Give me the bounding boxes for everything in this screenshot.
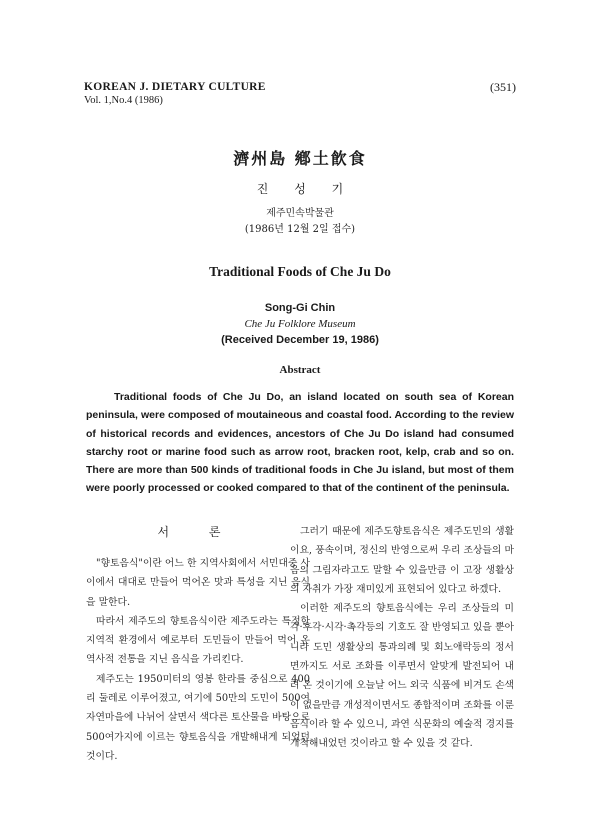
korean-author: 진 성 기 [256, 182, 344, 196]
english-author: Song-Gi Chin [264, 302, 336, 314]
abstract-heading: Abstract [279, 364, 321, 376]
body-column-left [86, 522, 310, 766]
english-affiliation: Che Ju Folklore Museum [244, 318, 356, 330]
english-received-date: (Received December 19, 1986) [221, 334, 379, 346]
journal-name: KOREAN J. DIETARY CULTURE [84, 81, 266, 93]
body-paragraph: 이러한 제주도의 향토음식에는 우리 조상들의 미각·후각·시각·촉각등의 기호도 잘 반영되고 있을 뿐아니라 도민 생활상의 통과의례 및 회노애락등의 정서면까지도 서로 조화를 이루면서 알맞게 발전되어 내려 온 것이기에 오늘날 어느 외국 식품에 비겨도 손색이 없을만큼 개성적이면서도 종합적이며 조화를 이룬 음식이라 할 수 있으니, 과연 식문화의 예술적 경지를 개척해내었던 것이라고 할 수 있을 것 같다. [290, 603, 514, 750]
korean-title: 濟州島 鄕土飮食 [233, 149, 367, 168]
body-paragraph: 제주도는 1950미터의 영봉 한라를 중심으로 400리 둘레로 이루어졌고, 여기에 50만의 도민이 500여 자연마을에 나뉘어 살면서 색다른 토산물을 바탕으로 500여가지에 이르는 향토음식을 개발해내게 되었던 것이다. [86, 673, 310, 762]
body-paragraph: 그러기 때문에 제주도향토음식은 제주도민의 생활이요, 풍속이며, 정신의 반영으로써 우리 조상들의 마음의 그림자라고도 말할 수 있을만큼 이 고장 생활상의 자취가 가장 재미있게 표현되어 있다고 하겠다. [290, 526, 514, 595]
body-paragraph: 따라서 제주도의 향토음식이란 제주도라는 특정한 지역적 환경에서 예로부터 도민들이 만들어 먹어 온 역사적 전통을 지닌 음식을 가리킨다. [86, 615, 310, 666]
abstract-text: Traditional foods of Che Ju Do, an island located on south sea of Korean peninsula, were composed of moutaineous and coastal food. According to the review of historical records and evidences, ancestors of Che Ju Do island had consumed starchy root or marine food such as arrow root, bracken root, kelp, crab and so on. There are more than 500 kinds of traditional foods in Che Ju island, but most of them were poorly processed or cooked compared to that of the continent of the peninsula. [86, 391, 514, 495]
korean-affiliation: 제주민속박물관 [266, 208, 334, 219]
section-heading: 서 론 [157, 525, 239, 539]
body-paragraph: "향토음식"이란 어느 한 지역사회에서 서민대중 사이에서 대대로 만들어 먹어온 맛과 특성을 지닌 음식을 말한다. [86, 558, 310, 608]
korean-received-date: (1986년 12월 2일 접수) [244, 224, 356, 235]
english-title: Traditional Foods of Che Ju Do [209, 264, 391, 279]
page-number: (351) [490, 80, 516, 94]
body-column-right [290, 522, 514, 754]
journal-volume: Vol. 1,No.4 (1986) [84, 95, 163, 106]
